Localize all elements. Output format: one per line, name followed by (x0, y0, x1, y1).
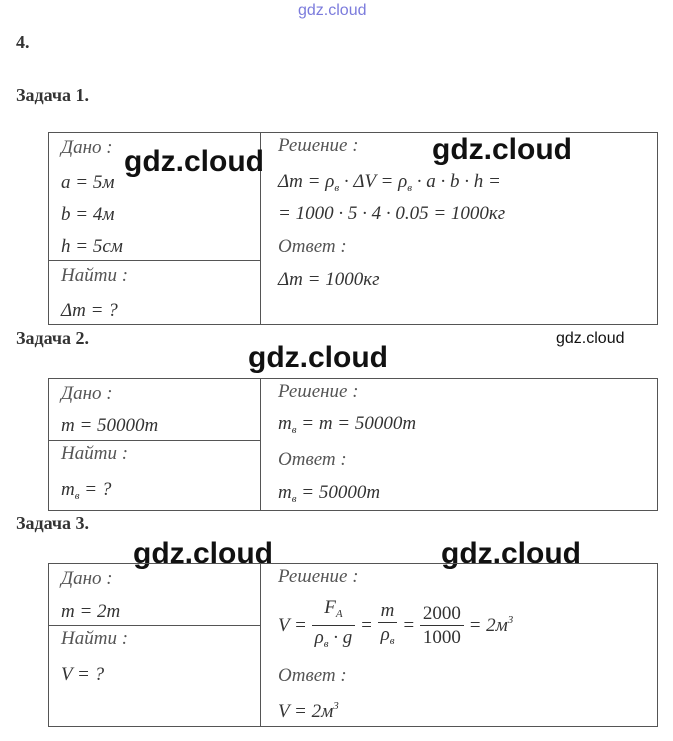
task-1-given-b: b = 4м (61, 204, 115, 225)
task-1-solution-line-2: = 1000 · 5 · 4 · 0.05 = 1000кг (278, 203, 506, 224)
task-2-answer-label: Ответ : (278, 449, 347, 470)
task-3-heading: Задача 3. (16, 513, 90, 533)
watermark-4: gdz.cloud (248, 341, 388, 374)
task-3-answer: $V = 2м^3$ (278, 700, 339, 722)
task-1-solution-line-1: $\Delta m = \rho_в \cdot \Delta V = \rho_в \cdot a \cdot b \cdot h$ = (278, 171, 501, 194)
task-2-heading: Задача 2. (16, 328, 90, 348)
task-2-given-label: Дано : (61, 383, 113, 404)
task-2-find-label: Найти : (61, 443, 129, 464)
task-2-find: $m_в$ = ? (61, 479, 112, 502)
task-3-given-label: Дано : (61, 568, 113, 589)
task-2-solution-label: Решение : (278, 381, 359, 402)
watermark-2: gdz.cloud (432, 133, 572, 166)
task-2-table (48, 378, 658, 511)
task-3-solution-label: Решение : (278, 566, 359, 587)
task-1-heading: Задача 1. (16, 85, 90, 105)
task-1-answer-label: Ответ : (278, 236, 347, 257)
task-1-find: Δm = ? (61, 300, 118, 321)
task-1-answer: Δm = 1000кг (278, 269, 380, 290)
task-2-solution-line-1: $m_в = m = 50000т$ (278, 413, 417, 436)
watermark-1: gdz.cloud (124, 145, 264, 178)
task-3-find: V = ? (61, 664, 105, 685)
task-3-solution-formula: V = $\frac{F_A}{\rho_в \cdot g}$ = $\frac{m}{\rho_в}$ = $\frac{2000}{1000}$ = $2м^3$ (278, 597, 514, 650)
task-3-table (48, 563, 658, 727)
task-1-solution-label: Решение : (278, 135, 359, 156)
task-3-answer-label: Ответ : (278, 665, 347, 686)
task-1-given-h: h = 5см (61, 236, 123, 257)
task-1-given-a: a = 5м (61, 172, 115, 193)
watermark-3: gdz.cloud (556, 330, 625, 347)
task-1-find-label: Найти : (61, 265, 129, 286)
task-2-answer: $m_в = 50000т$ (278, 482, 381, 505)
exercise-number: 4. (16, 32, 30, 52)
watermark-5: gdz.cloud (133, 537, 273, 570)
watermark-6: gdz.cloud (441, 537, 581, 570)
task-1-given-label: Дано : (61, 137, 113, 158)
task-3-find-label: Найти : (61, 628, 129, 649)
task-3-given-m: m = 2т (61, 601, 121, 622)
watermark-top: gdz.cloud (298, 2, 367, 19)
task-2-given-m: m = 50000т (61, 415, 159, 436)
